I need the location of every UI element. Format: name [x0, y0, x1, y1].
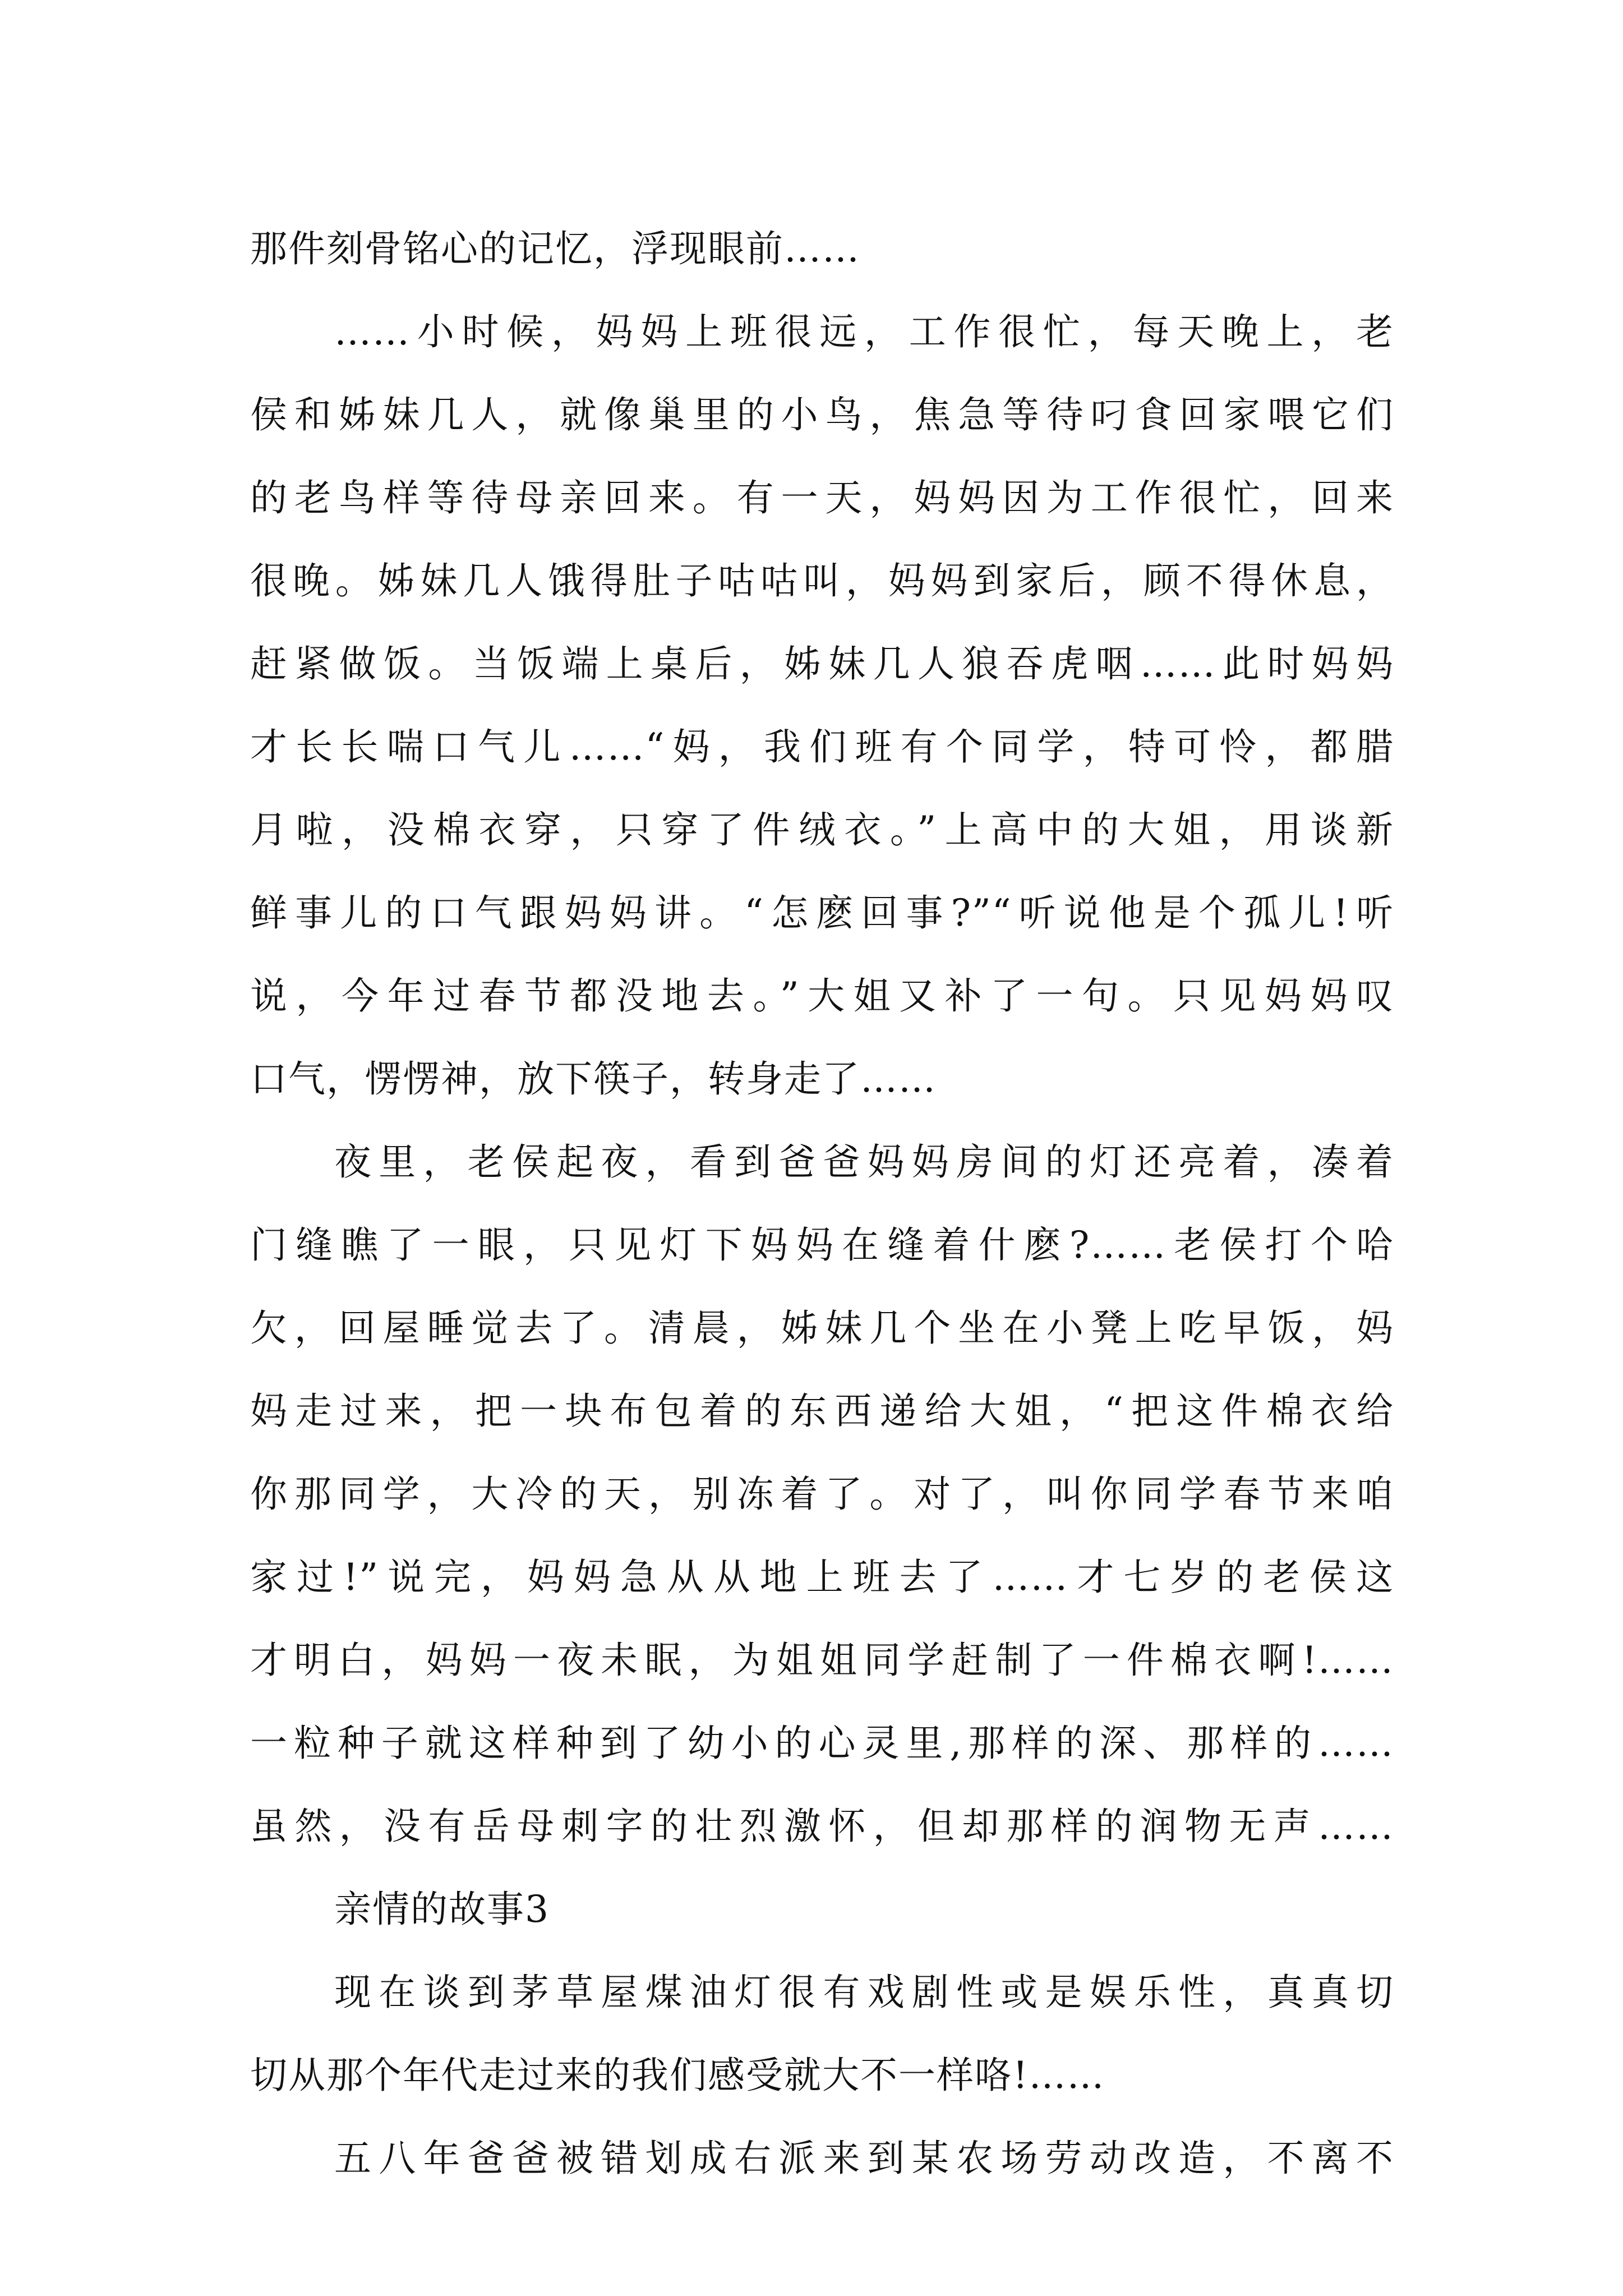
text-line: 的老鸟样等待母亲回来。有一天，妈妈因为工作很忙，回来	[250, 476, 1394, 519]
text-line: 说，今年过春节都没地去。”大姐又补了一句。只见妈妈叹	[250, 974, 1394, 1018]
text-line: 侯和姊妹几人，就像巢里的小鸟，焦急等待叼食回家喂它们	[250, 393, 1394, 436]
text-line: 欠，回屋睡觉去了。清晨，姊妹几个坐在小凳上吃早饭，妈	[250, 1306, 1394, 1350]
text-line: 才明白，妈妈一夜未眠，为姐姐同学赶制了一件棉衣啊!……	[250, 1639, 1394, 1682]
text-line: 赶紧做饭。当饭端上桌后，姊妹几人狼吞虎咽……此时妈妈	[250, 642, 1394, 685]
text-line: 那件刻骨铭心的记忆，浮现眼前……	[250, 227, 860, 270]
text-line: 虽然，没有岳母刺字的壮烈激怀，但却那样的润物无声……	[250, 1805, 1394, 1848]
text-line: ……小时候，妈妈上班很远，工作很忙，每天晚上，老	[334, 310, 1394, 353]
text-line: 妈走过来，把一块布包着的东西递给大姐，“把这件棉衣给	[250, 1389, 1394, 1433]
document-body	[250, 208, 1394, 2200]
text-line: 门缝瞧了一眼，只见灯下妈妈在缝着什麽?……老侯打个哈	[250, 1223, 1394, 1267]
text-line: 一粒种子就这样种到了幼小的心灵里,那样的深、那样的……	[250, 1722, 1394, 1765]
text-line: 很晚。姊妹几人饿得肚子咕咕叫，妈妈到家后，顾不得休息，	[250, 559, 1394, 602]
text-line: 月啦，没棉衣穿，只穿了件绒衣。”上高中的大姐，用谈新	[250, 808, 1394, 852]
text-line: 你那同学，大冷的天，别冻着了。对了，叫你同学春节来咱	[250, 1473, 1394, 1516]
text-line: 才长长喘口气儿……“妈，我们班有个同学，特可怜，都腊	[250, 725, 1394, 769]
text-line: 口气，愣愣神，放下筷子，转身走了……	[250, 1057, 937, 1101]
text-line: 五八年爸爸被错划成右派来到某农场劳动改造，不离不	[334, 2137, 1394, 2180]
text-line: 切从那个年代走过来的我们感受就大不一样咯!……	[250, 2054, 1105, 2097]
text-line: 鲜事儿的口气跟妈妈讲。“怎麽回事?”“听说他是个孤儿!听	[250, 891, 1394, 935]
text-line: 家过!”说完，妈妈急从从地上班去了……才七岁的老侯这	[250, 1556, 1394, 1599]
section-heading: 亲情的故事3	[334, 1888, 550, 1931]
text-line: 夜里，老侯起夜，看到爸爸妈妈房间的灯还亮着，凑着	[334, 1140, 1394, 1184]
text-line: 现在谈到茅草屋煤油灯很有戏剧性或是娱乐性，真真切	[334, 1971, 1394, 2014]
